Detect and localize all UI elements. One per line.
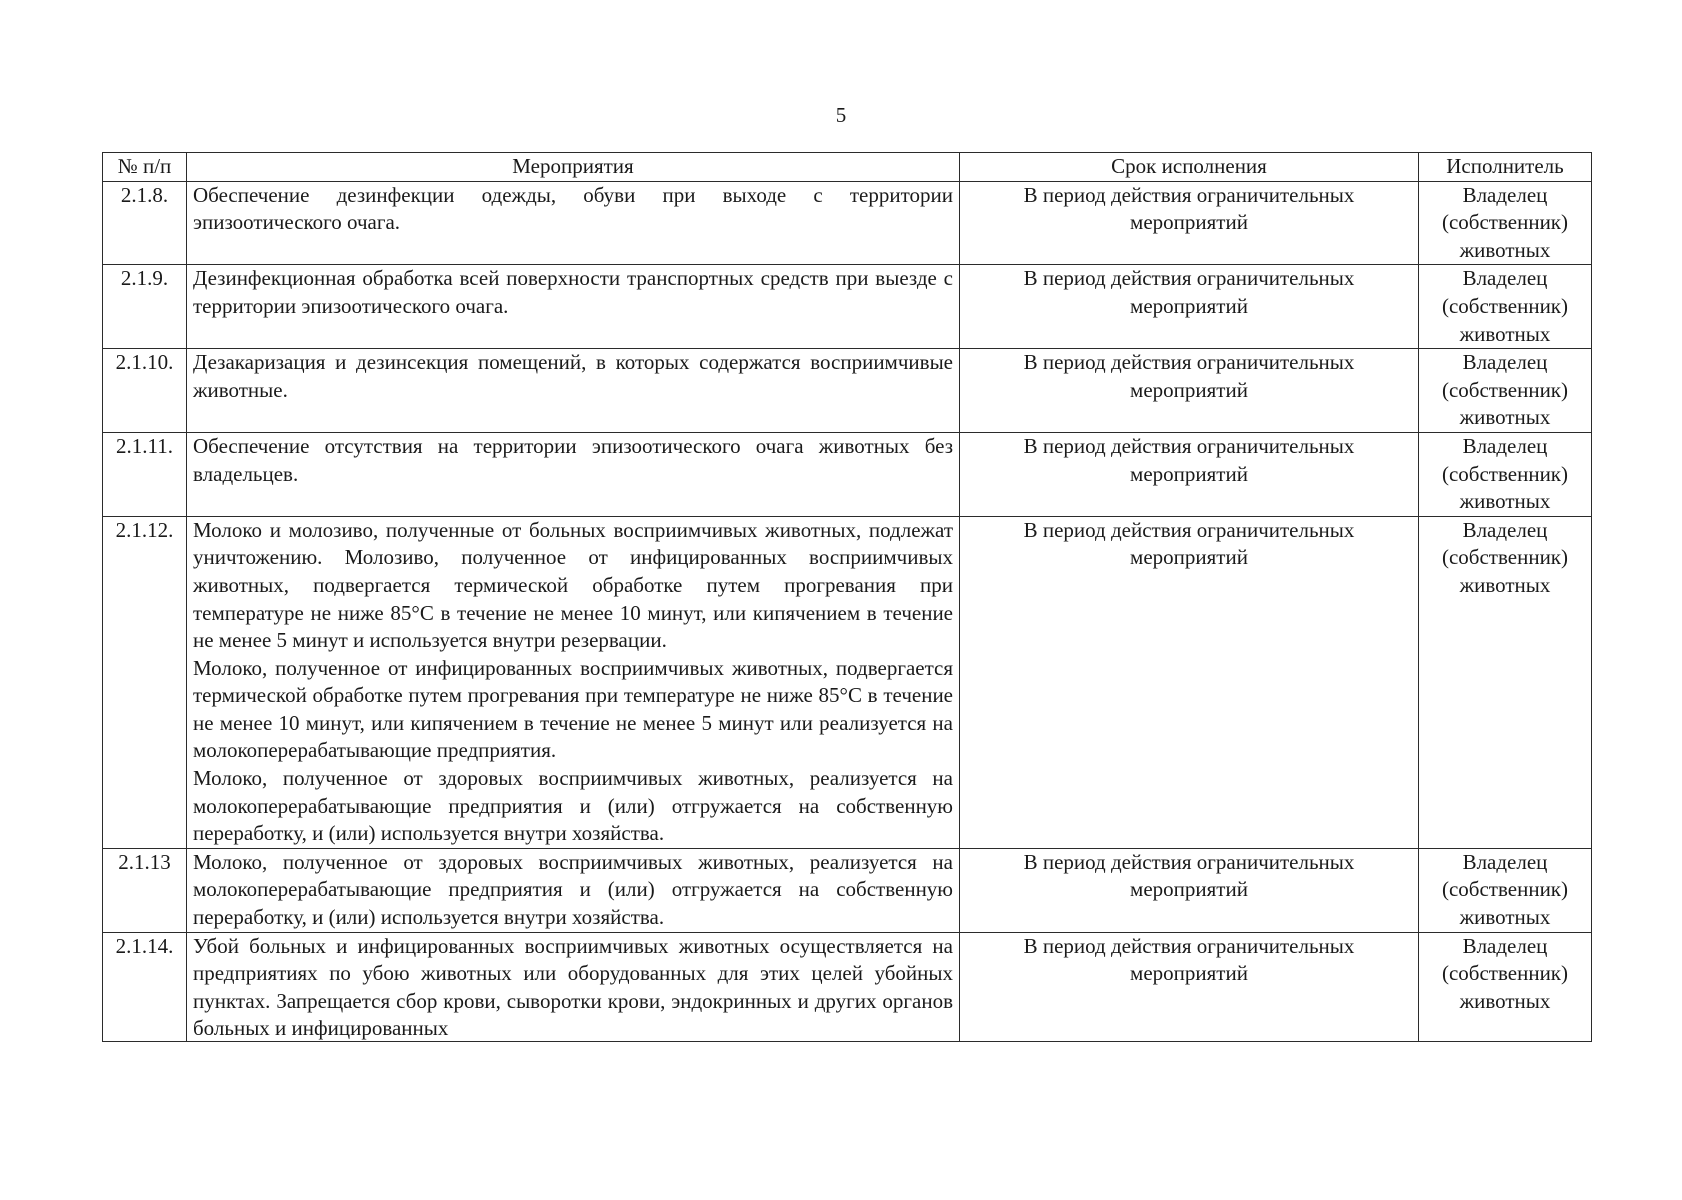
measure-paragraph: Молоко, полученное от инфицированных восприимчивых животных, подвергается термической обработке путем прогревания при температуре не ниже 85°C в течение не менее 10 минут, или кипячением в течение не менее 5 минут или реализуется на молокоперерабатывающие предприятия. — [193, 655, 953, 763]
measures-table — [102, 152, 1592, 1042]
row-executor: Владелец (собственник) животных — [1419, 349, 1592, 433]
row-deadline: В период действия ограничительных мероприятий — [960, 349, 1419, 433]
row-number: 2.1.10. — [103, 349, 187, 433]
measure-paragraph: Молоко, полученное от здоровых восприимчивых животных, реализуется на молокоперерабатывающие предприятия и (или) отгружается на собственную переработку, и (или) используется внутри хозяйства. — [193, 766, 953, 846]
measure-paragraph: Молоко, полученное от здоровых восприимчивых животных, реализуется на молокоперерабатывающие предприятия и (или) отгружается на собственную переработку, и (или) используется внутри хозяйства. — [193, 849, 953, 930]
table-row — [103, 181, 1592, 265]
row-number: 2.1.8. — [103, 181, 187, 265]
row-deadline: В период действия ограничительных мероприятий — [960, 932, 1419, 1041]
row-number: 2.1.12. — [103, 516, 187, 848]
row-measure — [187, 265, 960, 349]
measure-paragraph: Убой больных и инфицированных восприимчивых животных осуществляется на предприятиях по убою животных или оборудованных для этих целей убойных пунктах. Запрещается сбор крови, сыворотки крови, эндокринных и других органов больных и инфицированных — [193, 933, 953, 1041]
row-executor: Владелец (собственник) животных — [1419, 516, 1592, 848]
table-row — [103, 265, 1592, 349]
table-row — [103, 432, 1592, 516]
row-executor: Владелец (собственник) животных — [1419, 265, 1592, 349]
row-deadline: В период действия ограничительных мероприятий — [960, 848, 1419, 932]
header-executor: Исполнитель — [1419, 153, 1592, 182]
measure-paragraph: Обеспечение дезинфекции одежды, обуви при выходе с территории эпизоотического очага. — [193, 182, 953, 235]
row-deadline: В период действия ограничительных мероприятий — [960, 181, 1419, 265]
header-deadline: Срок исполнения — [960, 153, 1419, 182]
measure-paragraph: Обеспечение отсутствия на территории эпизоотического очага животных без владельцев. — [193, 433, 953, 486]
row-measure — [187, 181, 960, 265]
row-executor: Владелец (собственник) животных — [1419, 848, 1592, 932]
row-executor: Владелец (собственник) животных — [1419, 432, 1592, 516]
row-deadline: В период действия ограничительных мероприятий — [960, 516, 1419, 848]
measure-paragraph: Молоко и молозиво, полученные от больных восприимчивых животных, подлежат уничтожению. Молозиво, полученное от инфицированных восприимчивых животных, подвергается термической обработке путем прогревания при температуре не ниже 85°C в течение не менее 10 минут, или кипячением в течение не менее 5 минут и используется внутри резервации. — [193, 517, 953, 653]
row-measure — [187, 932, 960, 1041]
row-number: 2.1.13 — [103, 848, 187, 932]
row-number: 2.1.9. — [103, 265, 187, 349]
table-row — [103, 848, 1592, 932]
header-num: № п/п — [103, 153, 187, 182]
measure-clip — [193, 933, 953, 1041]
table-header-row — [103, 153, 1592, 182]
table-row — [103, 932, 1592, 1041]
table-row — [103, 516, 1592, 848]
row-deadline: В период действия ограничительных мероприятий — [960, 265, 1419, 349]
measure-paragraph: Дезинфекционная обработка всей поверхности транспортных средств при выезде с территории эпизоотического очага. — [193, 266, 953, 318]
row-measure — [187, 516, 960, 848]
header-measure: Мероприятия — [187, 153, 960, 182]
row-measure — [187, 848, 960, 932]
row-deadline: В период действия ограничительных мероприятий — [960, 432, 1419, 516]
row-executor: Владелец (собственник) животных — [1419, 181, 1592, 265]
row-measure — [187, 349, 960, 433]
measure-paragraph: Дезакаризация и дезинсекция помещений, в которых содержатся восприимчивые животные. — [193, 350, 953, 402]
row-executor: Владелец (собственник) животных — [1419, 932, 1592, 1041]
table-row — [103, 349, 1592, 433]
row-number: 2.1.11. — [103, 432, 187, 516]
page-number: 5 — [835, 103, 847, 127]
row-measure — [187, 432, 960, 516]
row-number: 2.1.14. — [103, 932, 187, 1041]
